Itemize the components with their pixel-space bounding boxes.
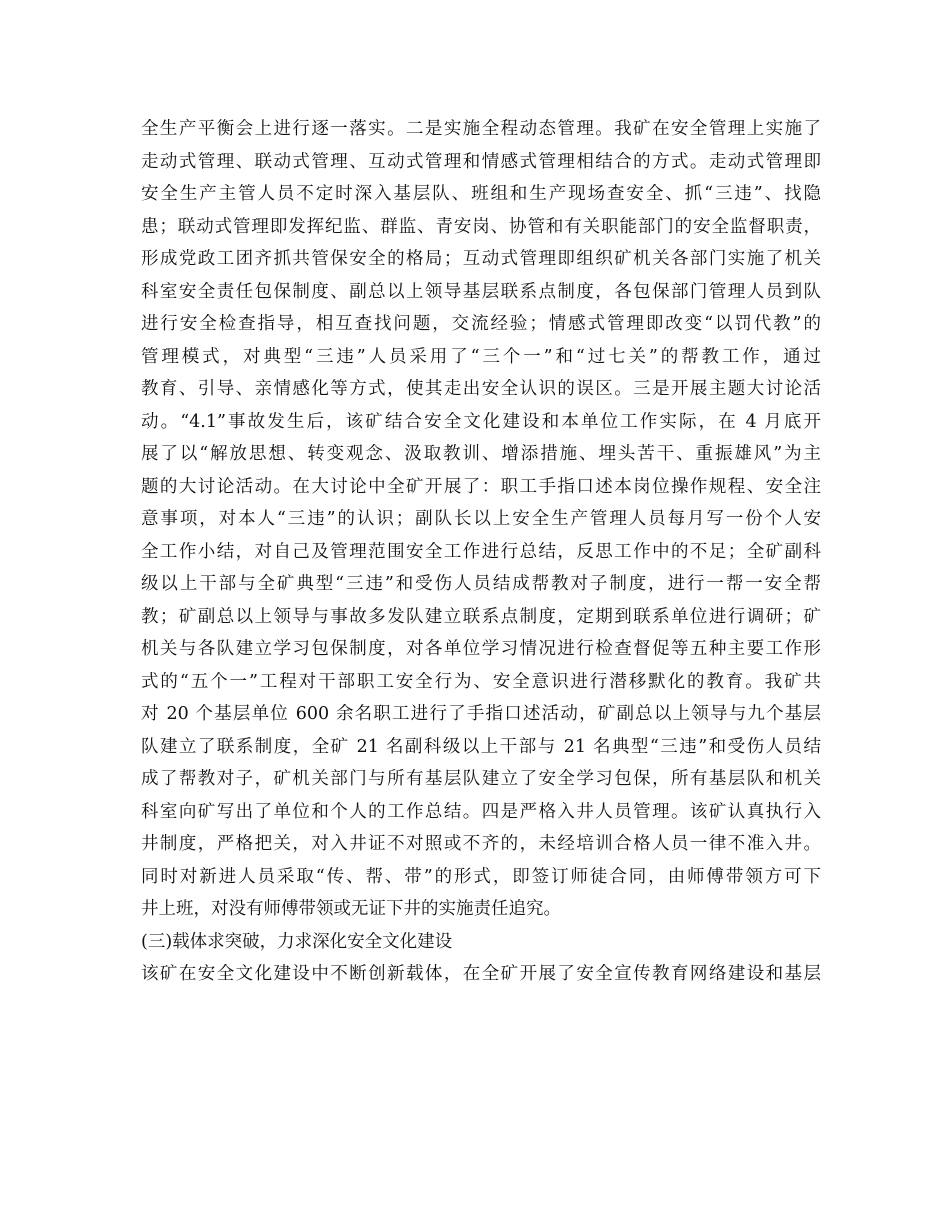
text-line: 队建立了联系制度，全矿 21 名副科级以上干部与 21 名典型“三违”和受伤人员结 [141, 736, 821, 757]
text-line: 机关与各队建立学习包保制度，对各单位学习情况进行检查督促等五种主要工作形 [141, 639, 821, 659]
text-line: 式的“五个一”工程对干部职工安全行为、安全意识进行潜移默化的教育。我矿共 [141, 671, 821, 692]
text-line: 全工作小结，对自己及管理范围安全工作进行总结，反思工作中的不足；全矿副科 [141, 541, 821, 562]
text-line: 教；矿副总以上领导与事故多发队建立联系点制度，定期到联系单位进行调研；矿 [141, 606, 821, 627]
text-line: 科室安全责任包保制度、副总以上领导基层联系点制度，各包保部门管理人员到队 [141, 281, 821, 302]
text-line: 走动式管理、联动式管理、互动式管理和情感式管理相结合的方式。走动式管理即 [141, 151, 821, 172]
text-line: 形成党政工团齐抓共管保安全的格局；互动式管理即组织矿机关各部门实施了机关 [141, 249, 821, 269]
text-line: 动。“4.1”事故发生后，该矿结合安全文化建设和本单位工作实际，在 4 月底开 [141, 411, 821, 432]
text-line: 教育、引导、亲情感化等方式，使其走出安全认识的误区。三是开展主题大讨论活 [141, 379, 821, 399]
text-line: 题的大讨论活动。在大讨论中全矿开展了：职工手指口述本岗位操作规程、安全注 [141, 476, 821, 497]
text-line: 井上班，对没有师傅带领或无证下井的实施责任追究。 [141, 899, 561, 919]
text-line: 井制度，严格把关，对入井证不对照或不齐的，未经培训合格人员一律不准入井。 [141, 834, 821, 854]
text-line: 全生产平衡会上进行逐一落实。二是实施全程动态管理。我矿在安全管理上实施了 [141, 119, 821, 139]
text-line: 患；联动式管理即发挥纪监、群监、青安岗、协管和有关职能部门的安全监督职责， [141, 216, 821, 237]
text-line: 安全生产主管人员不定时深入基层队、班组和生产现场查安全、抓“三违”、找隐 [141, 184, 821, 204]
section-heading: (三)载体求突破，力求深化安全文化建设 [141, 931, 453, 952]
body-text [141, 113, 821, 991]
text-line: 意事项，对本人“三违”的认识；副队长以上安全生产管理人员每月写一份个人安 [141, 509, 821, 529]
text-line: 展了以“解放思想、转变观念、汲取教训、增添措施、埋头苦干、重振雄风”为主 [141, 444, 821, 464]
text-line: 科室向矿写出了单位和个人的工作总结。四是严格入井人员管理。该矿认真执行入 [141, 801, 821, 822]
text-line: 对 20 个基层单位 600 余名职工进行了手指口述活动，矿副总以上领导与九个基层 [141, 704, 821, 724]
text-line: 级以上干部与全矿典型“三违”和受伤人员结成帮教对子制度，进行一帮一安全帮 [141, 574, 821, 594]
text-line: 管理模式，对典型“三违”人员采用了“三个一”和“过七关”的帮教工作，通过 [141, 346, 821, 367]
text-line: 同时对新进人员采取“传、帮、带”的形式，即签订师徒合同，由师傅带领方可下 [141, 866, 821, 887]
text-line: 成了帮教对子，矿机关部门与所有基层队建立了安全学习包保，所有基层队和机关 [141, 769, 821, 789]
text-line: 进行安全检查指导，相互查找问题，交流经验；情感式管理即改变“以罚代教”的 [141, 314, 821, 334]
text-line: 该矿在安全文化建设中不断创新载体，在全矿开展了安全宣传教育网络建设和基层 [141, 964, 821, 984]
